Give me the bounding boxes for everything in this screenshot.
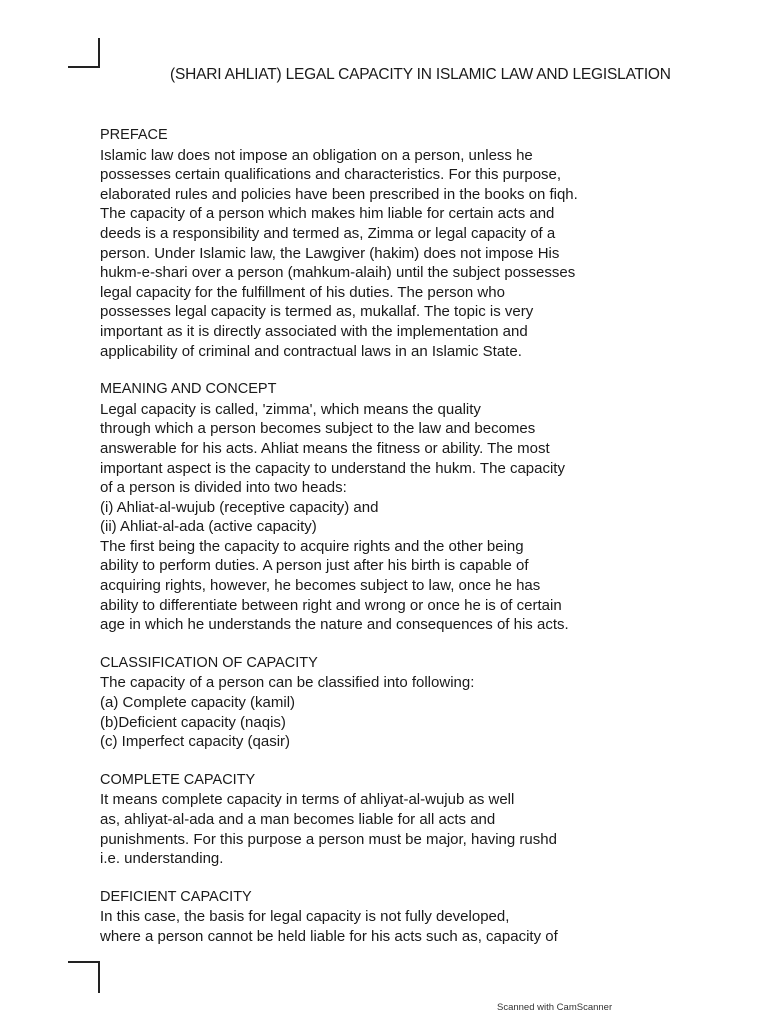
- text-line: Legal capacity is called, 'zimma', which means the quality: [100, 400, 481, 418]
- text-line: acquiring rights, however, he becomes subject to law, once he has: [100, 577, 541, 595]
- text-line: punishments. For this purpose a person must be major, having rushd: [100, 830, 557, 848]
- text-line: In this case, the basis for legal capacity is not fully developed,: [100, 908, 510, 926]
- section-heading: PREFACE: [100, 127, 168, 143]
- text-line: (ii) Ahliat-al-ada (active capacity): [100, 518, 317, 536]
- text-line: of a person is divided into two heads:: [100, 479, 347, 497]
- text-line: possesses certain qualifications and characteristics. For this purpose,: [100, 166, 562, 184]
- text-line: answerable for his acts. Ahliat means the fitness or ability. The most: [100, 439, 550, 457]
- crop-mark-top-horizontal: [68, 66, 100, 68]
- section-heading: CLASSIFICATION OF CAPACITY: [100, 654, 318, 671]
- text-line: (b)Deficient capacity (naqis): [100, 713, 286, 731]
- section-meaning-and-concept: [100, 380, 660, 635]
- text-line: where a person cannot be held liable for his acts such as, capacity of: [100, 927, 558, 945]
- document-body: [100, 126, 660, 966]
- text-line: age in which he understands the nature and consequences of his acts.: [100, 616, 569, 634]
- text-line: The capacity of a person which makes him liable for certain acts and: [100, 205, 555, 223]
- text-line: hukm-e-shari over a person (mahkum-alaih) until the subject possesses: [100, 264, 576, 282]
- text-line: Islamic law does not impose an obligation on a person, unless he: [100, 146, 533, 164]
- text-line: person. Under Islamic law, the Lawgiver (hakim) does not impose His: [100, 244, 560, 262]
- text-line: as, ahliyat-al-ada and a man becomes liable for all acts and: [100, 811, 496, 828]
- section-heading: COMPLETE CAPACITY: [100, 771, 256, 788]
- text-line: The first being the capacity to acquire rights and the other being: [100, 537, 524, 555]
- text-line: (i) Ahliat-al-wujub (receptive capacity) and: [100, 498, 379, 516]
- section-deficient-capacity: [100, 888, 660, 947]
- text-line: through which a person becomes subject to the law and becomes: [100, 420, 536, 438]
- document-title: (SHARI AHLIAT) LEGAL CAPACITY IN ISLAMIC LAW AND LEGISLATION: [170, 66, 671, 83]
- text-line: (a) Complete capacity (kamil): [100, 694, 296, 712]
- section-complete-capacity: [100, 771, 660, 869]
- crop-mark-bottom-vertical: [98, 961, 100, 993]
- text-line: elaborated rules and policies have been prescribed in the books on fiqh.: [100, 185, 578, 203]
- text-line: deeds is a responsibility and termed as, Zimma or legal capacity of a: [100, 224, 556, 242]
- text-line: important as it is directly associated with the implementation and: [100, 322, 528, 340]
- text-line: It means complete capacity in terms of ahliyat-al-wujub as well: [100, 791, 515, 809]
- scanner-watermark: Scanned with CamScanner: [497, 1002, 613, 1013]
- text-line: applicability of criminal and contractual laws in an Islamic State.: [100, 342, 522, 360]
- crop-mark-top-vertical: [98, 38, 100, 68]
- section-classification-of-capacity: [100, 654, 660, 752]
- text-line: important aspect is the capacity to understand the hukm. The capacity: [100, 459, 565, 477]
- text-line: The capacity of a person can be classified into following:: [100, 674, 475, 692]
- section-heading: DEFICIENT CAPACITY: [100, 888, 252, 905]
- section-preface: [100, 126, 660, 361]
- text-line: ability to differentiate between right and wrong or once he is of certain: [100, 596, 562, 614]
- text-line: i.e. understanding.: [100, 850, 224, 868]
- text-line: legal capacity for the fulfillment of his duties. The person who: [100, 283, 505, 301]
- crop-mark-bottom-horizontal: [68, 961, 100, 963]
- text-line: ability to perform duties. A person just after his birth is capable of: [100, 557, 529, 575]
- text-line: (c) Imperfect capacity (qasir): [100, 733, 291, 751]
- section-heading: MEANING AND CONCEPT: [100, 381, 277, 398]
- text-line: possesses legal capacity is termed as, mukallaf. The topic is very: [100, 303, 534, 321]
